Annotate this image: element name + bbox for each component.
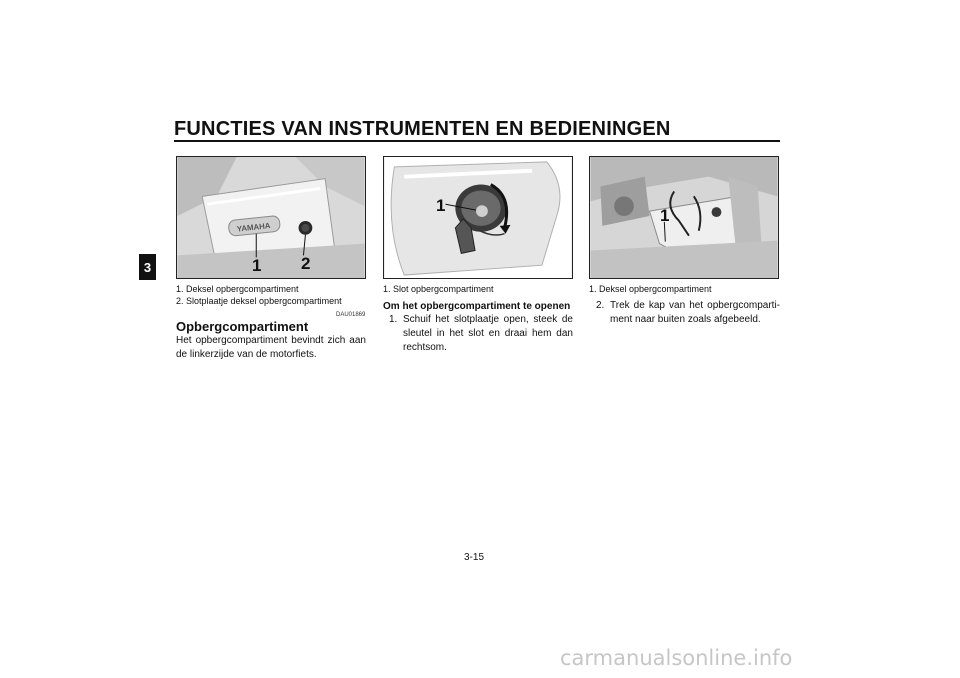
photo-storage-lock-illustration (384, 157, 572, 278)
callout-1: 1 (660, 206, 670, 225)
step-number: 1. (389, 314, 398, 325)
step-text: Schuif het slotplaatje open, steek de sleutel in het slot en draai hem dan rechtsom. (403, 314, 573, 353)
procedure-step-2 (596, 299, 780, 327)
step-number: 2. (596, 300, 605, 311)
yamaha-badge-text: YAMAHA (236, 221, 271, 234)
photo-storage-lock (383, 156, 573, 279)
caption-line: 2. Slotplaatje deksel opbergcompartiment (176, 296, 342, 306)
figure-3-caption (589, 283, 712, 295)
figure-2-caption (383, 283, 494, 295)
header-rule (174, 140, 780, 142)
section-intro: Het opbergcompartiment bevindt zich aan de linkerzijde van de motorfiets. (176, 335, 366, 360)
callout-2: 2 (301, 254, 311, 273)
page-number: 3-15 (464, 552, 485, 563)
photo-storage-cover (176, 156, 366, 279)
callout-1: 1 (436, 196, 446, 215)
page-title: FUNCTIES VAN INSTRUMENTEN EN BEDIENINGEN (174, 118, 671, 140)
section-title: Opbergcompartiment (176, 319, 309, 334)
procedure-step-1 (389, 313, 573, 355)
caption-line: 1. Deksel opbergcompartiment (176, 284, 299, 294)
callout-1: 1 (252, 256, 262, 275)
procedure-title: Om het opbergcompartiment te openen (383, 301, 571, 312)
caption-line: 1. Slot opbergcompartiment (383, 284, 494, 294)
reference-code: DAU01869 (336, 312, 366, 318)
caption-line: 1. Deksel opbergcompartiment (589, 284, 712, 294)
step-text: Trek de kap van het opbergcomparti-ment naar buiten zoals afgebeeld. (610, 300, 780, 325)
photo-storage-open (589, 156, 779, 279)
chapter-tab: 3 (139, 254, 156, 280)
figure-1-caption (176, 283, 342, 307)
photo-storage-cover-illustration (177, 157, 365, 278)
watermark-link[interactable]: carmanualsonline.info (560, 646, 793, 670)
photo-storage-open-illustration (590, 157, 778, 278)
